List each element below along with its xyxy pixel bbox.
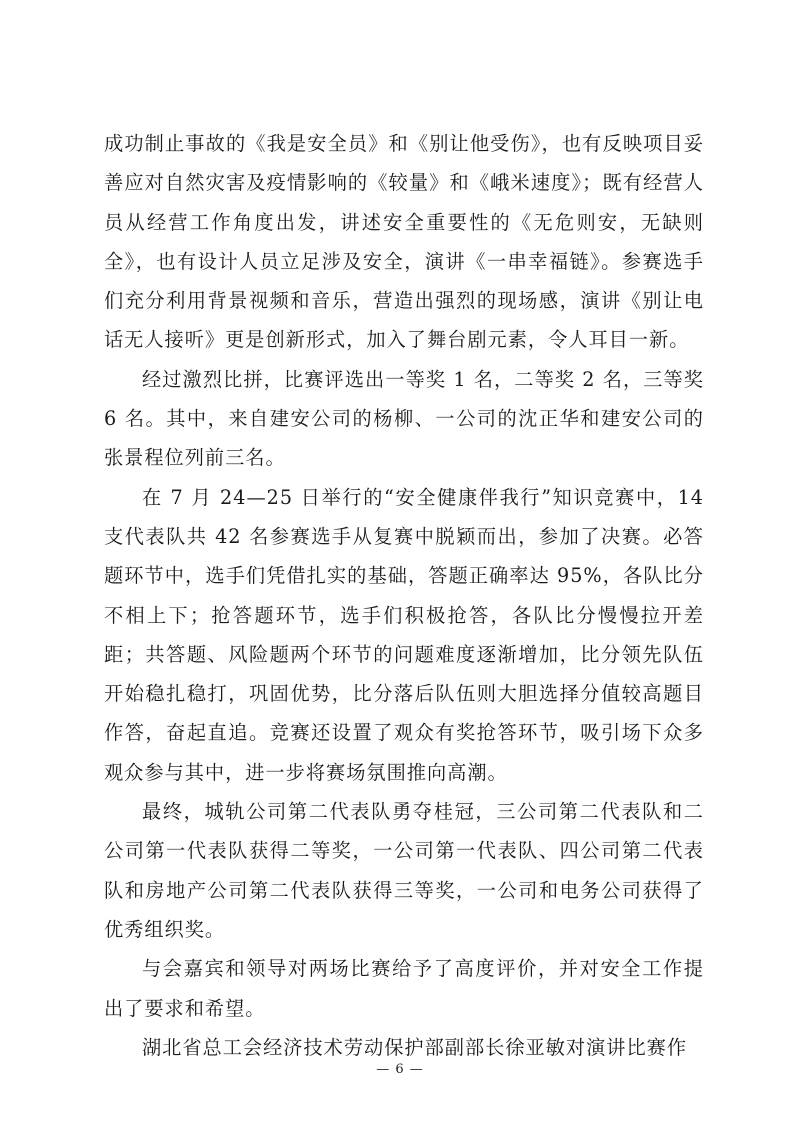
paragraph-3: 在 7 月 24—25 日举行的“安全健康伴我行”知识竞赛中，14 支代表队共 42 名参赛选手从复赛中脱颖而出，参加了决赛。必答题环节中，选手们凭借扎实的基础，答题正确率达 95%，各队比分不相上下；抢答题环节，选手们积极抢答，各队比分慢慢拉开差距；共答题、风险题两个环节的问题难度逐渐增加，比分领先队伍开始稳扎稳打，巩固优势，比分落后队伍则大胆选择分值较高题目作答，奋起直追。竞赛还设置了观众有奖抢答环节，吸引场下众多观众参与其中，进一步将赛场氛围推向高潮。 bbox=[104, 485, 704, 784]
paragraph-5: 与会嘉宾和领导对两场比赛给予了高度评价，并对安全工作提出了要求和希望。 bbox=[104, 957, 704, 1020]
paragraph-2: 经过激烈比拼，比赛评选出一等奖 1 名，二等奖 2 名，三等奖 6 名。其中，来自建安公司的杨柳、一公司的沈正华和建安公司的张景程位列前三名。 bbox=[104, 367, 704, 470]
paragraph-6: 湖北省总工会经济技术劳动保护部副部长徐亚敏对演讲比赛作 bbox=[142, 1035, 688, 1059]
body-text bbox=[104, 124, 704, 1067]
page-number: — 6 — bbox=[376, 1062, 424, 1077]
paragraph-1: 成功制止事故的《我是安全员》和《别让他受伤》，也有反映项目妥善应对自然灾害及疫情影响的《较量》和《峨米速度》；既有经营人员从经营工作角度出发，讲述安全重要性的《无危则安，无缺则全》，也有设计人员立足涉及安全，演讲《一串幸福链》。参赛选手们充分利用背景视频和音乐，营造出强烈的现场感，演讲《别让电话无人接听》更是创新形式，加入了舞台剧元素，令人耳目一新。 bbox=[104, 132, 704, 352]
paragraph-4: 最终，城轨公司第二代表队勇夺桂冠，三公司第二代表队和二公司第一代表队获得二等奖，一公司第一代表队、四公司第二代表队和房地产公司第二代表队获得三等奖，一公司和电务公司获得了优秀组织奖。 bbox=[104, 800, 704, 941]
